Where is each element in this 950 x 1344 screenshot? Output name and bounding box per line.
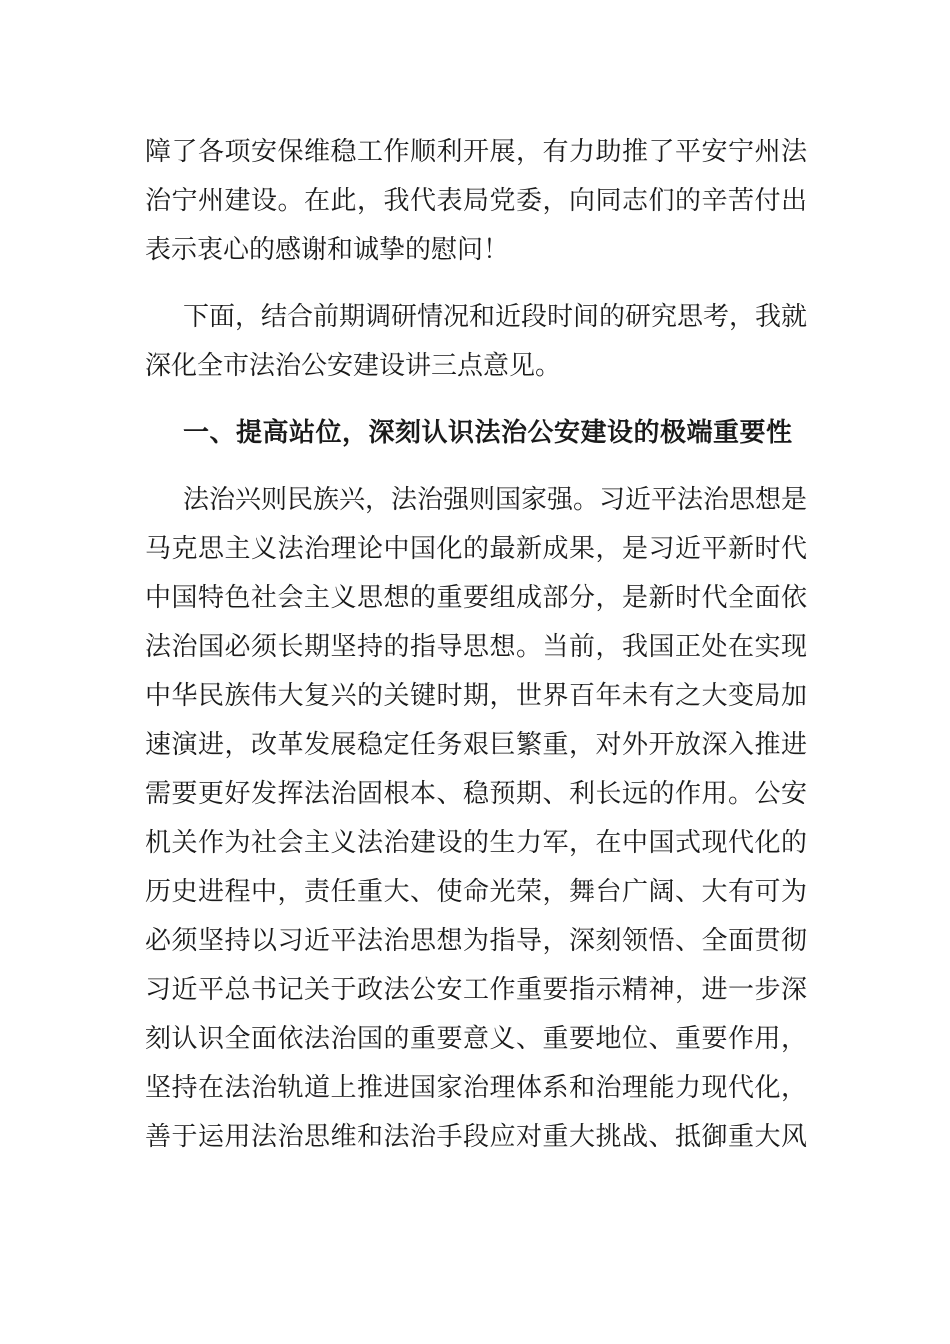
text-line: 法治国必须长期坚持的指导思想。当前，我国正处在实现 [145, 632, 807, 662]
text-line: 马克思主义法治理论中国化的最新成果，是习近平新时代 [145, 534, 807, 564]
text-line: 下面，结合前期调研情况和近段时间的研究思考，我就 [183, 302, 807, 332]
paragraph-2 [145, 293, 807, 391]
text-line: 法治兴则民族兴，法治强则国家强。习近平法治思想是 [183, 485, 807, 515]
paragraph-3 [145, 476, 807, 1162]
text-line: 刻认识全面依法治国的重要意义、重要地位、重要作用， [145, 1024, 807, 1054]
text-line: 机关作为社会主义法治建设的生力军，在中国式现代化的 [145, 828, 807, 858]
paragraph-gap [145, 275, 807, 293]
section-heading: 一、提高站位，深刻认识法治公安建设的极端重要性 [183, 418, 793, 448]
paragraph-gap [145, 391, 807, 409]
document-body [145, 128, 807, 1162]
text-line: 表示衷心的感谢和诚挚的慰问！ [145, 235, 510, 265]
text-line: 坚持在法治轨道上推进国家治理体系和治理能力现代化， [145, 1073, 807, 1103]
text-line: 善于运用法治思维和法治手段应对重大挑战、抵御重大风 [145, 1122, 807, 1152]
text-line: 中国特色社会主义思想的重要组成部分，是新时代全面依 [145, 583, 807, 613]
text-line: 速演进，改革发展稳定任务艰巨繁重，对外开放深入推进 [145, 730, 807, 760]
text-line: 中华民族伟大复兴的关键时期，世界百年未有之大变局加 [145, 681, 807, 711]
text-line: 治宁州建设。在此，我代表局党委，向同志们的辛苦付出 [145, 186, 807, 216]
text-line: 习近平总书记关于政法公安工作重要指示精神，进一步深 [145, 975, 807, 1005]
paragraph-gap [145, 458, 807, 476]
text-line: 障了各项安保维稳工作顺利开展，有力助推了平安宁州法 [145, 137, 807, 167]
text-line: 必须坚持以习近平法治思想为指导，深刻领悟、全面贯彻 [145, 926, 807, 956]
text-line: 历史进程中，责任重大、使命光荣，舞台广阔、大有可为 [145, 877, 807, 907]
text-line: 需要更好发挥法治固根本、稳预期、利长远的作用。公安 [145, 779, 807, 809]
paragraph-1 [145, 128, 807, 275]
text-line: 深化全市法治公安建设讲三点意见。 [145, 351, 562, 381]
